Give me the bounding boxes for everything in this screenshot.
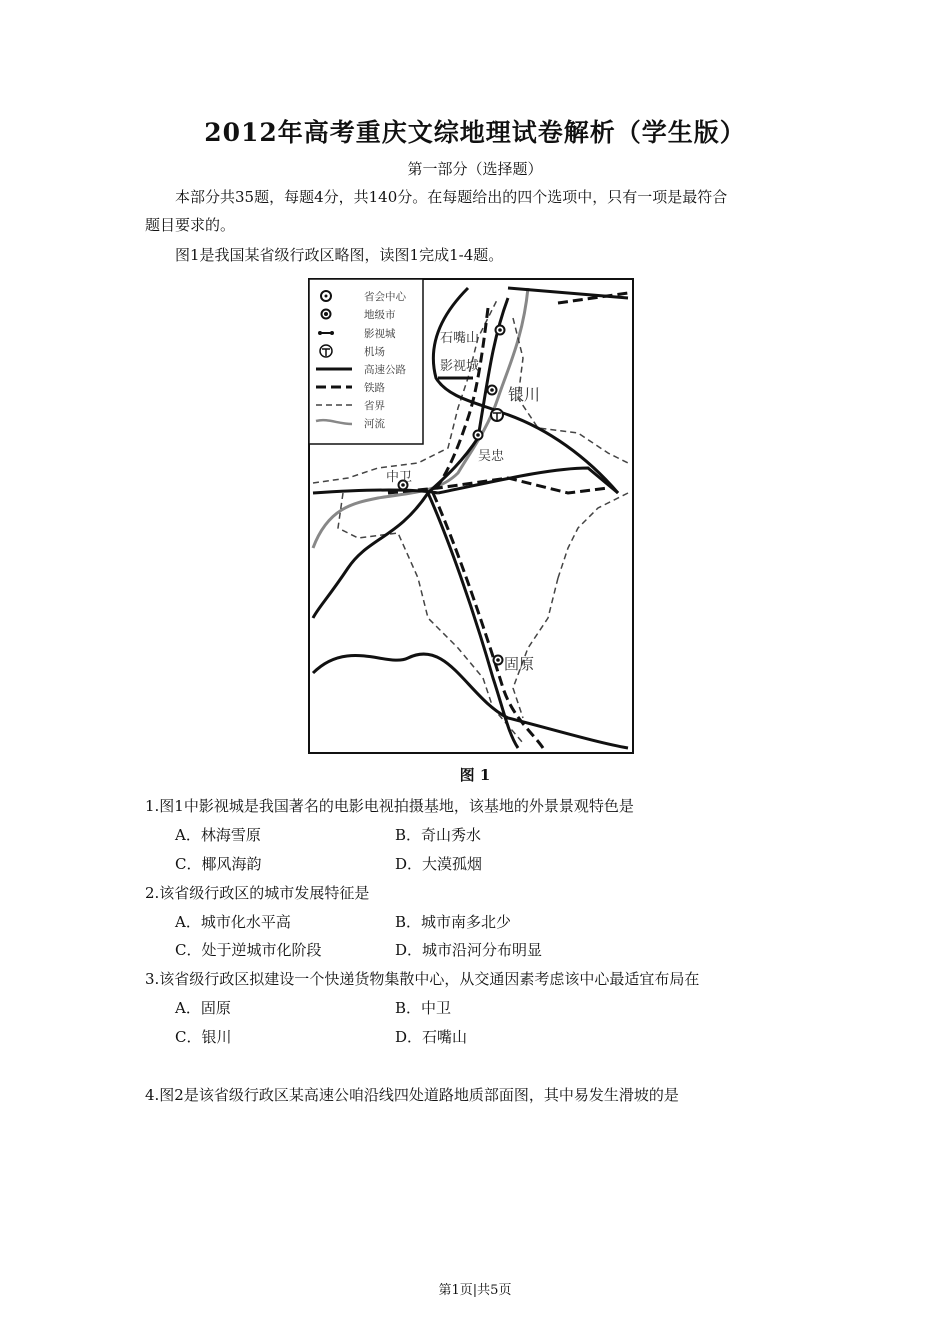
province-map	[308, 278, 634, 754]
option-2d: D．城市沿河分布明显	[395, 941, 543, 959]
option-1a: A．林海雪原	[175, 826, 261, 844]
question-3: 3.该省级行政区拟建设一个快递货物集散中心，从交通因素考虑该中心最适宜布局在	[145, 970, 700, 988]
option-2c: C．处于逆城市化阶段	[175, 941, 322, 959]
option-1c: C．椰风海韵	[175, 855, 262, 873]
question-1: 1.图1中影视城是我国著名的电影电视拍摄基地，该基地的外景景观特色是	[145, 797, 634, 815]
legend-border: 省界	[364, 400, 385, 412]
label-guyuan: 固原	[504, 655, 535, 673]
intro-text: 本部分共35题，每题4分，共140分。在每题给出的四个选项中，只有一项是最符合	[175, 188, 728, 206]
option-3a: A．固原	[175, 999, 231, 1017]
option-3c: C．银川	[175, 1028, 232, 1046]
label-zhongwei: 中卫	[386, 470, 413, 485]
figure-intro: 图1是我国某省级行政区略图，读图1完成1-4题。	[175, 246, 504, 264]
option-3d: D．石嘴山	[395, 1028, 468, 1046]
page-title: 2012年高考重庆文综地理试卷解析（学生版）	[204, 118, 746, 147]
section-heading: 第一部分（选择题）	[407, 160, 543, 178]
legend-airport: 机场	[364, 346, 385, 358]
option-2b: B．城市南多北少	[395, 913, 512, 931]
map-legend	[309, 279, 423, 444]
page-footer: 第1页|共5页	[438, 1283, 512, 1298]
option-1b: B．奇山秀水	[395, 826, 482, 844]
label-yinchuan: 银川	[508, 385, 541, 404]
legend-capital: 省会中心	[364, 291, 406, 303]
question-2: 2.该省级行政区的城市发展特征是	[145, 884, 370, 902]
option-2a: A．城市化水平高	[175, 913, 291, 931]
option-3b: B．中卫	[395, 999, 452, 1017]
intro-text-cont: 题目要求的。	[145, 216, 236, 234]
option-1d: D．大漠孤烟	[395, 855, 483, 873]
legend-city: 地级市	[364, 309, 396, 321]
label-film-studio: 影视城	[440, 359, 480, 374]
legend-highway: 高速公路	[364, 364, 406, 376]
legend-river: 河流	[364, 418, 385, 430]
legend-railway: 铁路	[364, 382, 385, 394]
question-4: 4.图2是该省级行政区某高速公咱沿线四处道路地质部面图，其中易发生滑坡的是	[145, 1086, 679, 1104]
legend-film-studio: 影视城	[364, 328, 396, 340]
label-wuzhong: 吴忠	[478, 449, 505, 464]
figure-caption: 图 1	[459, 766, 491, 784]
label-shizuishan: 石嘴山	[440, 331, 480, 346]
